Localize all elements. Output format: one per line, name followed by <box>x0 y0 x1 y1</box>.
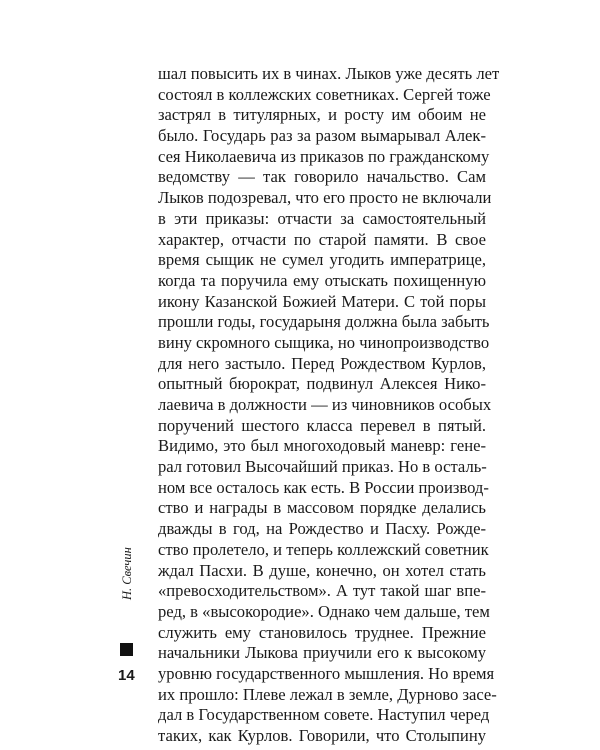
page-number: 14 <box>118 667 135 684</box>
text-line: для него застыло. Перед Рождеством Курлов, <box>158 353 486 373</box>
text-line: сея Николаевича из приказов по гражданскому <box>158 146 490 166</box>
text-line: рал готовил Высочайший приказ. Но в осталь- <box>158 457 487 477</box>
text-line: их прошло: Плеве лежал в земле, Дурново засе- <box>158 684 497 704</box>
text-line: прошли годы, государыня должна была забыть <box>158 312 490 332</box>
body-text <box>158 64 500 747</box>
text-line: время сыщик не сумел угодить императрице, <box>158 250 486 270</box>
text-line: ном все осталось как есть. В России производ- <box>158 477 489 497</box>
text-line: вину скромного сыщика, но чинопроизводство <box>158 332 490 352</box>
running-head-author: Н. Свечин <box>120 547 134 600</box>
text-line: ство и награды в массовом порядке делались <box>158 498 486 518</box>
text-line: дважды в год, на Рождество и Пасху. Рожде- <box>158 519 486 539</box>
text-line: дал в Государственном совете. Наступил черед <box>158 705 490 725</box>
text-line: ред, в «высокородие». Однако чем дальше, тем <box>158 601 490 621</box>
text-line: Лыков подозревал, что его просто не включали <box>158 188 492 208</box>
text-line: ждал Пасхи. В душе, конечно, он хотел стать <box>158 560 486 580</box>
text-line: начальники Лыкова приучили его к высокому <box>158 643 486 663</box>
text-line: в эти приказы: отчасти за самостоятельный <box>158 208 486 228</box>
text-line: шал повысить их в чинах. Лыков уже десять лет <box>158 64 500 83</box>
text-line: ство пролетело, и теперь коллежский советник <box>158 539 489 559</box>
text-line: служить ему становилось труднее. Прежние <box>158 622 486 642</box>
text-line: было. Государь раз за разом вымарывал Алек- <box>158 126 486 146</box>
text-line: таких, как Курлов. Говорили, что Столыпину <box>158 726 486 745</box>
text-line: лаевича в должности — из чиновников особых <box>158 395 492 414</box>
text-line: икону Казанской Божией Матери. С той поры <box>158 291 486 311</box>
text-line: ведомству — так говорило начальство. Сам <box>158 167 486 187</box>
text-line: состоял в коллежских советниках. Сергей тоже <box>158 84 491 104</box>
text-line: «превосходительством». А тут такой шаг впе- <box>158 581 486 601</box>
text-line: опытный бюрократ, подвинул Алексея Нико- <box>158 374 486 394</box>
text-line: застрял в титулярных, и росту им обоим не <box>158 105 486 125</box>
text-line: характер, отчасти по старой памяти. В свое <box>158 229 486 249</box>
text-line: Видимо, это был многоходовый маневр: гене- <box>158 436 486 456</box>
text-line: когда та поручила ему отыскать похищенную <box>158 270 486 290</box>
folio-square-marker <box>120 643 133 656</box>
text-line: уровню государственного мышления. Но время <box>158 663 495 683</box>
text-line: поручений шестого класса перевел в пятый. <box>158 415 486 435</box>
